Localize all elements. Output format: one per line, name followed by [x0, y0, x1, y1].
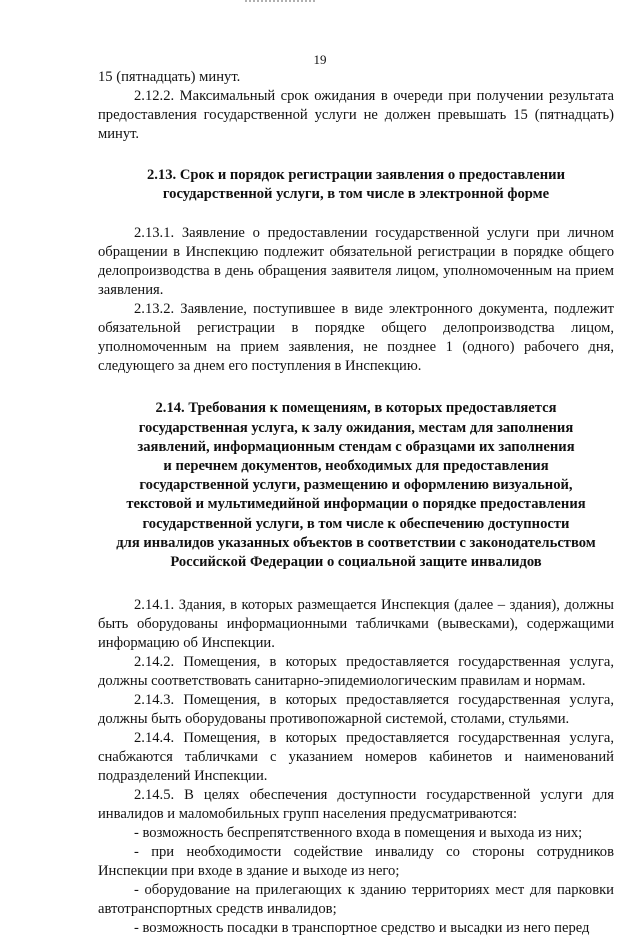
list-item: - оборудование на прилегающих к зданию территориях мест для парковки автотранспортных средств инвалидов; — [98, 882, 614, 918]
heading-line: заявлений, информационным стендам с образцами их заполнения — [137, 438, 575, 455]
paragraph-2-14-1: 2.14.1. Здания, в которых размещается Инспекция (далее – здания), должны быть оборудованы информационными табличками (вывесками), содержащими информацию об Инспекции. — [98, 597, 614, 652]
page-number: 19 — [313, 52, 327, 67]
list-item: - при необходимости содействие инвалиду со стороны сотрудников Инспекции при входе в здание и выходе из него; — [98, 844, 614, 880]
paragraph-2-13-1: 2.13.1. Заявление о предоставлении государственной услуги при личном обращении в Инспекцию подлежит обязательной регистрации в порядке общего делопроизводства в день обращения заявителя лицом, уполномоченным на прием заявления. — [98, 225, 614, 299]
paragraph-2-14-3: 2.14.3. Помещения, в которых предоставляется государственная услуга, должны быть оборудованы противопожарной системой, столами, стульями. — [98, 692, 614, 728]
section-heading-2-13 — [98, 166, 614, 204]
paragraph-2-12-2: 2.12.2. Максимальный срок ожидания в очереди при получении результата предоставления государственной услуги не должен превышать 15 (пятнадцать) минут. — [98, 88, 614, 142]
heading-line: государственной услуги, в том числе к обеспечению доступности — [142, 515, 570, 532]
document-body — [98, 68, 614, 938]
scan-artifact — [245, 0, 315, 5]
heading-line: государственной услуги, в том числе в электронной форме — [162, 186, 550, 203]
heading-line: 2.14. Требования к помещениям, в которых предоставляется — [155, 400, 557, 417]
heading-line: Российской Федерации о социальной защите инвалидов — [170, 554, 542, 571]
section-heading-2-14 — [98, 399, 614, 572]
heading-line: для инвалидов указанных объектов в соответствии с законодательством — [116, 534, 596, 551]
heading-line: текстовой и мультимедийной информации о порядке предоставления — [126, 496, 586, 513]
paragraph-2-14-4: 2.14.4. Помещения, в которых предоставляется государственная услуга, снабжаются табличками с указанием номеров кабинетов и наименований подразделений Инспекции. — [98, 730, 614, 785]
heading-line: государственная услуга, к залу ожидания, местам для заполнения — [138, 419, 574, 436]
heading-line: государственной услуги, размещению и оформлению визуальной, — [139, 477, 573, 494]
list-item: - возможность беспрепятственного входа в помещения и выхода из них; — [134, 825, 583, 842]
list-item: - возможность посадки в транспортное средство и высадки из него перед — [134, 920, 590, 937]
paragraph-continuation: 15 (пятнадцать) минут. — [98, 69, 241, 85]
paragraph-2-13-2: 2.13.2. Заявление, поступившее в виде электронного документа, подлежит обязательной регистрации в порядке общего делопроизводства лицом, уполномоченным на прием заявления, не позднее 1 (одного) рабочего дня, следующего за днем его поступления в Инспекцию. — [98, 301, 614, 375]
heading-line: и перечнем документов, необходимых для предоставления — [163, 458, 549, 475]
paragraph-2-14-2: 2.14.2. Помещения, в которых предоставляется государственная услуга, должны соответствовать санитарно-эпидемиологическим правилам и нормам. — [98, 654, 614, 690]
heading-line: 2.13. Срок и порядок регистрации заявления о предоставлении — [146, 167, 565, 183]
paragraph-2-14-5: 2.14.5. В целях обеспечения доступности государственной услуги для инвалидов и маломобильных групп населения предусматриваются: — [98, 787, 614, 823]
